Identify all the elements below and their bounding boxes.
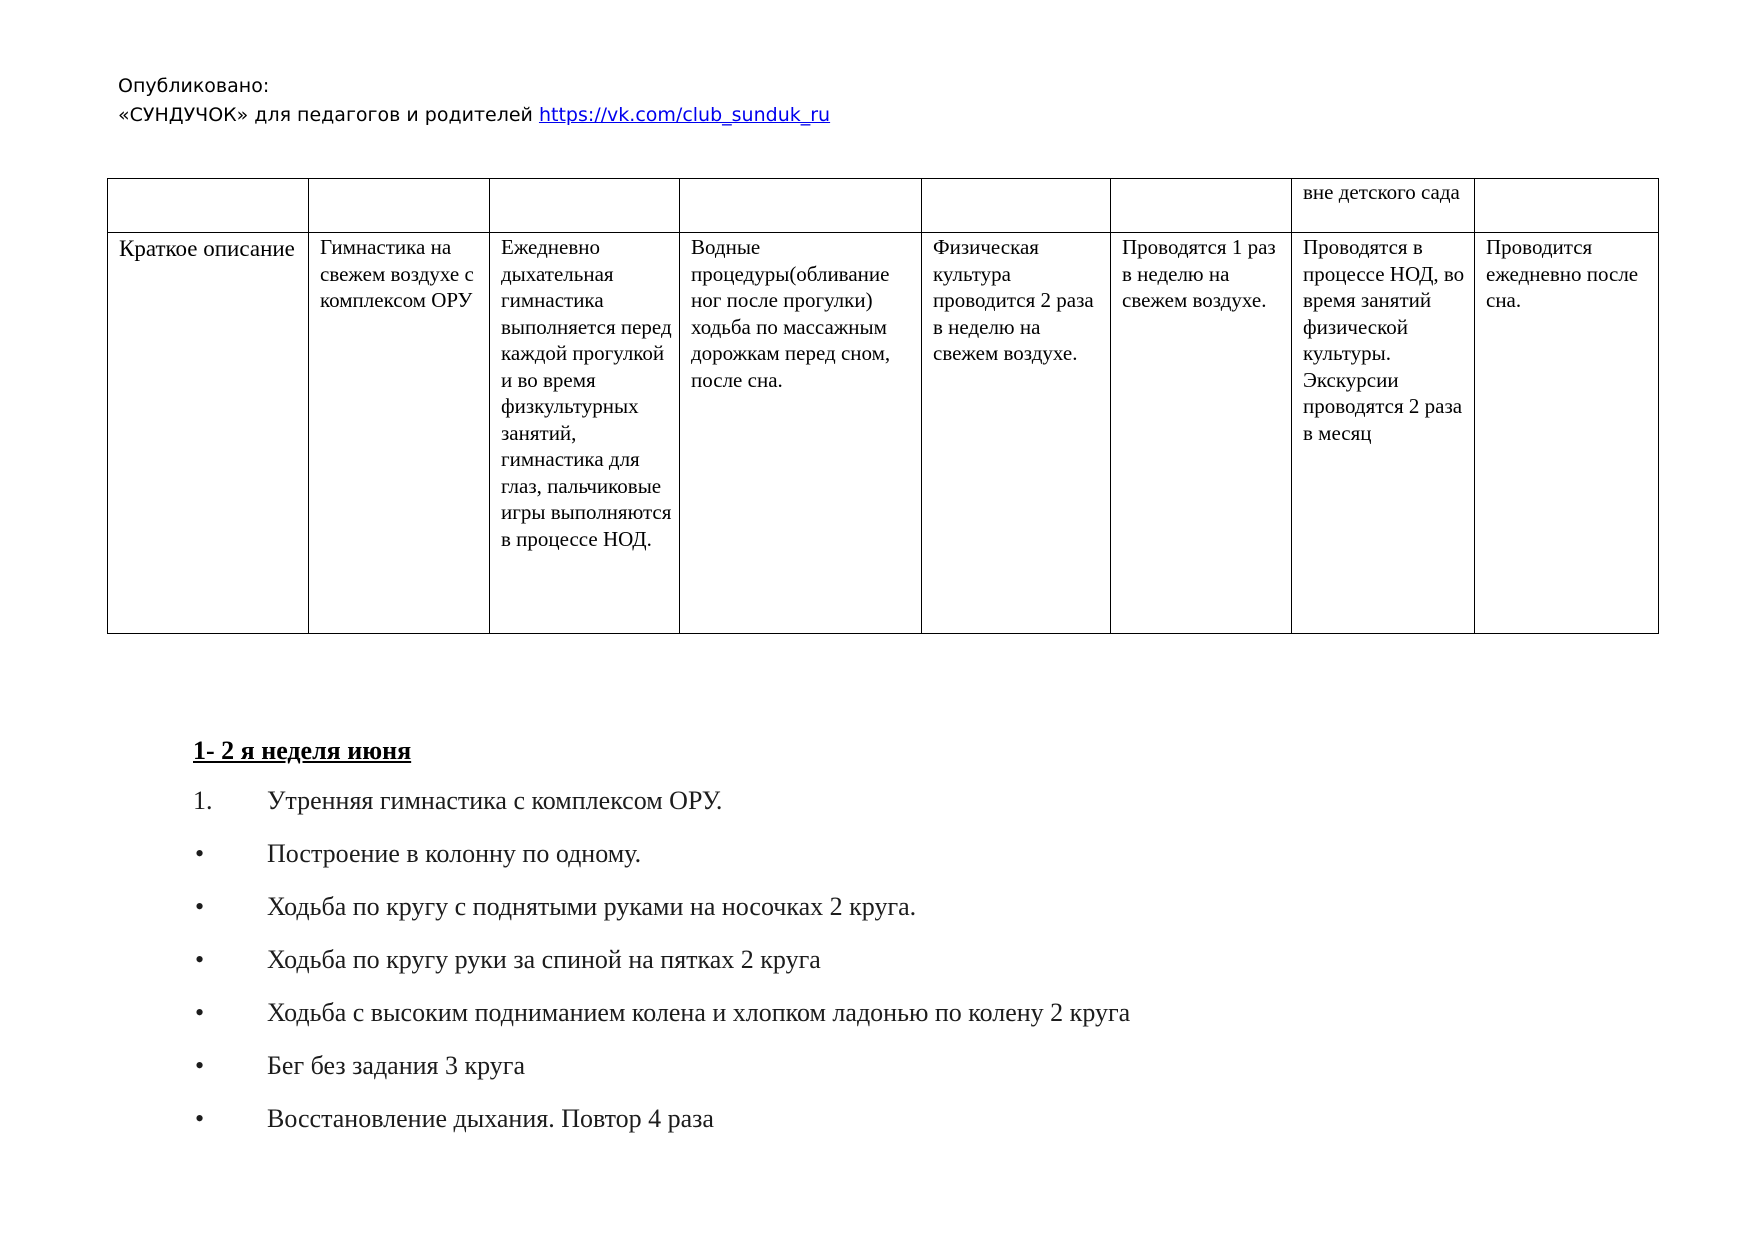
table-cell (1111, 179, 1292, 233)
activity-table (107, 178, 1659, 634)
exercise-list (193, 784, 1130, 1155)
table-cell (1475, 179, 1659, 233)
list-item-text: Восстановление дыхания. Повтор 4 раза (267, 1104, 714, 1133)
bullet-icon: • (195, 1104, 205, 1133)
table-cell: вне детского сада (1292, 179, 1475, 233)
list-item-text: Утренняя гимнастика с комплексом ОРУ. (267, 786, 723, 815)
table-cell: Водные процедуры(обливание ног после прогулки) ходьба по массажным дорожкам перед сном, после сна. (680, 233, 922, 634)
list-item (193, 996, 1130, 1049)
list-item (193, 837, 1130, 890)
table-cell: Проводится ежедневно после сна. (1475, 233, 1659, 634)
table-cell: Проводятся в процессе НОД, во время занятий физической культуры. Экскурсии проводятся 2 раза в месяц (1292, 233, 1475, 634)
table-row (108, 179, 1659, 233)
bullet-icon: • (195, 892, 205, 921)
table-cell (680, 179, 922, 233)
table-cell (922, 179, 1111, 233)
week-title: 1- 2 я неделя июня (193, 736, 412, 765)
list-item (193, 890, 1130, 943)
published-label: Опубликовано: (118, 75, 270, 97)
table-row (108, 233, 1659, 634)
source-line (118, 101, 830, 130)
list-item-text: Ходьба с высоким подниманием колена и хлопком ладонью по колену 2 круга (267, 998, 1131, 1027)
list-item-text: Построение в колонну по одному. (267, 839, 642, 868)
row-label: Краткое описание (108, 233, 309, 634)
table-cell: Проводятся 1 раз в неделю на свежем воздухе. (1111, 233, 1292, 634)
publication-note (118, 72, 830, 130)
bullet-icon: • (195, 945, 205, 974)
table-cell: Гимнастика на свежем воздухе с комплексом ОРУ (309, 233, 490, 634)
bullet-icon: • (195, 998, 205, 1027)
source-text: «СУНДУЧОК» для педагогов и родителей (118, 104, 533, 126)
list-item (193, 784, 1130, 837)
bullet-icon: • (195, 839, 205, 868)
list-item (193, 1102, 1130, 1155)
list-item-text: Бег без задания 3 круга (267, 1051, 526, 1080)
bullet-icon: • (195, 1051, 205, 1080)
table-cell (108, 179, 309, 233)
list-item-text: Ходьба по кругу руки за спиной на пятках 2 круга (267, 945, 821, 974)
table-cell (490, 179, 680, 233)
list-item (193, 943, 1130, 996)
list-item-text: Ходьба по кругу с поднятыми руками на носочках 2 круга. (267, 892, 917, 921)
source-link[interactable]: https://vk.com/club_sunduk_ru (538, 104, 831, 126)
table-cell: Ежедневно дыхательная гимнастика выполняется перед каждой прогулкой и во время физкультурных занятий, гимнастика для глаз, пальчиковые игры выполняются в процессе НОД. (490, 233, 680, 634)
table-cell: Физическая культура проводится 2 раза в неделю на свежем воздухе. (922, 233, 1111, 634)
table-cell (309, 179, 490, 233)
list-number: 1. (193, 786, 213, 815)
list-item (193, 1049, 1130, 1102)
